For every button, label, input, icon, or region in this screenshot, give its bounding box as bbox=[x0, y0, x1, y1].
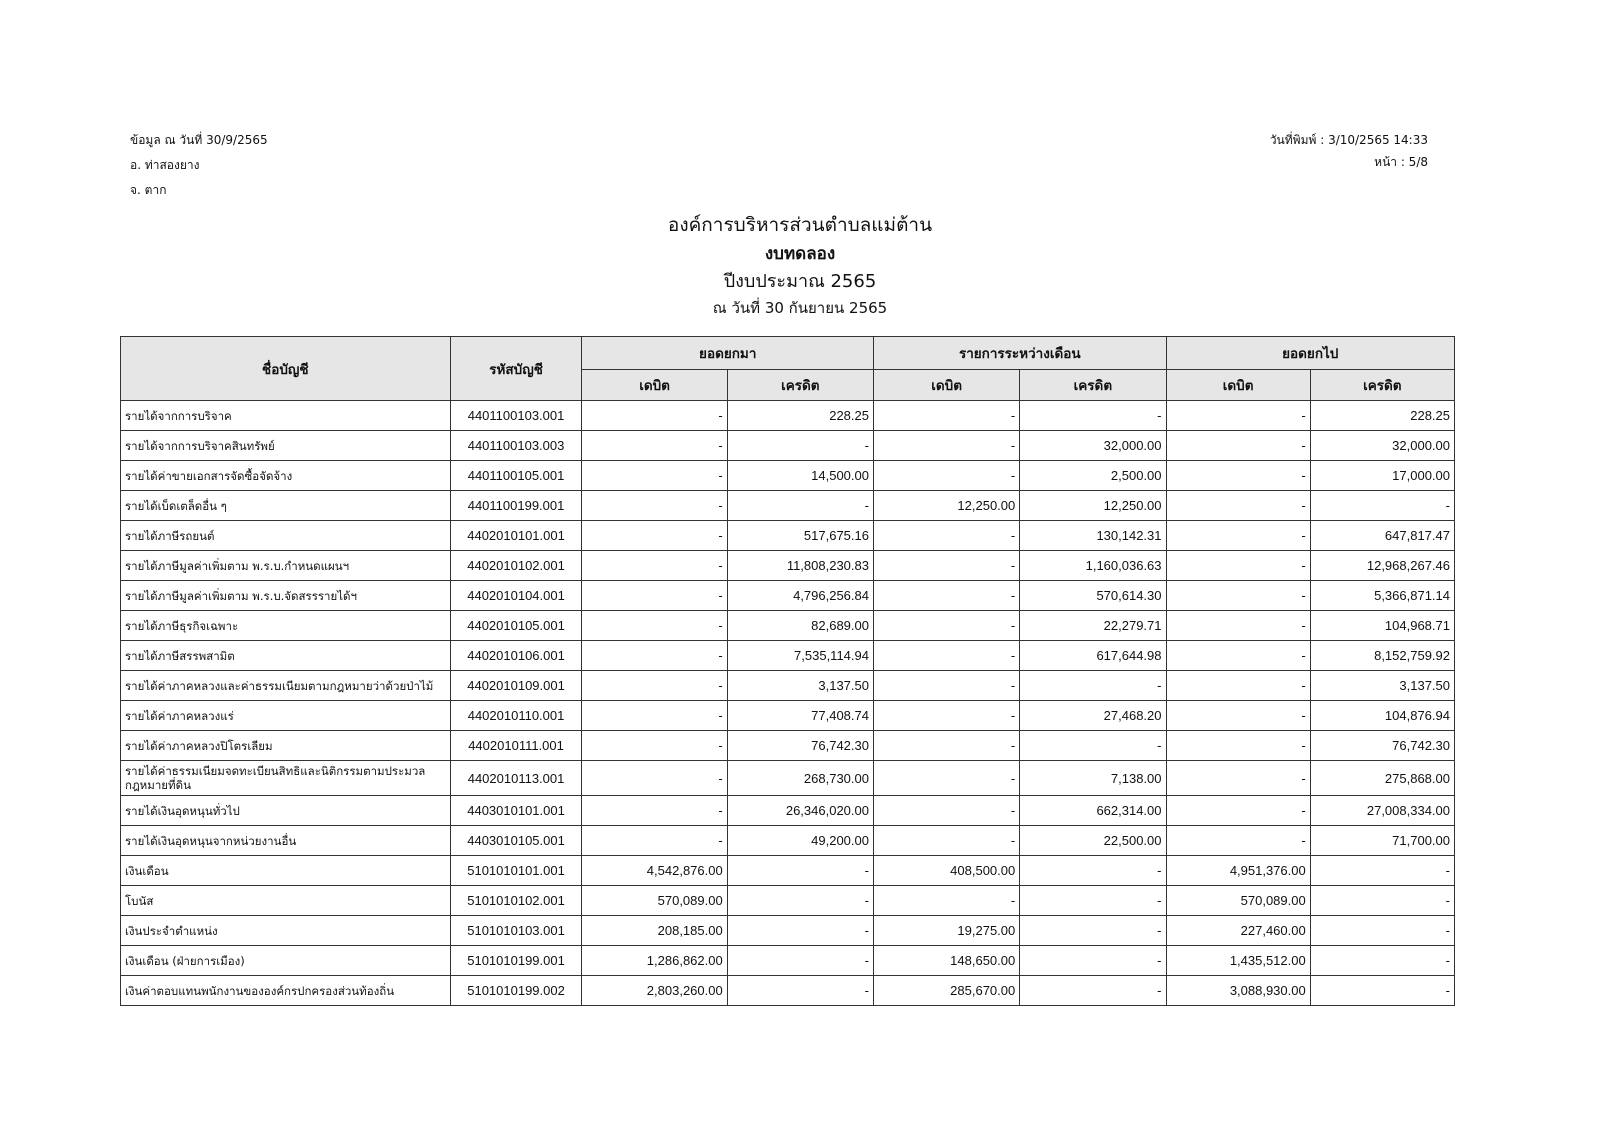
cell-account-code: 4401100103.003 bbox=[450, 431, 582, 461]
header-during-month: รายการระหว่างเดือน bbox=[873, 337, 1166, 370]
cell-closing-credit: 5,366,871.14 bbox=[1310, 581, 1454, 611]
cell-month-debit: - bbox=[873, 701, 1019, 731]
cell-closing-debit: - bbox=[1166, 521, 1310, 551]
cell-opening-debit: - bbox=[582, 581, 727, 611]
cell-account-code: 4401100105.001 bbox=[450, 461, 582, 491]
cell-opening-credit: - bbox=[727, 491, 873, 521]
cell-closing-credit: 12,968,267.46 bbox=[1310, 551, 1454, 581]
cell-closing-debit: - bbox=[1166, 796, 1310, 826]
cell-account-code: 5101010103.001 bbox=[450, 916, 582, 946]
cell-month-debit: 148,650.00 bbox=[873, 946, 1019, 976]
cell-closing-credit: 228.25 bbox=[1310, 401, 1454, 431]
cell-account-code: 4401100199.001 bbox=[450, 491, 582, 521]
cell-month-debit: - bbox=[873, 731, 1019, 761]
cell-opening-debit: - bbox=[582, 611, 727, 641]
cell-closing-debit: - bbox=[1166, 641, 1310, 671]
cell-account-code: 4401100103.001 bbox=[450, 401, 582, 431]
cell-month-credit: - bbox=[1020, 856, 1166, 886]
cell-closing-credit: 71,700.00 bbox=[1310, 826, 1454, 856]
cell-account-name: เงินค่าตอบแทนพนักงานขององค์กรปกครองส่วนท้องถิ่น bbox=[121, 976, 451, 1006]
cell-opening-debit: - bbox=[582, 796, 727, 826]
cell-account-name: รายได้ค่าธรรมเนียมจดทะเบียนสิทธิและนิติกรรมตามประมวลกฎหมายที่ดิน bbox=[121, 761, 451, 796]
cell-month-debit: - bbox=[873, 551, 1019, 581]
cell-account-name: เงินประจำตำแหน่ง bbox=[121, 916, 451, 946]
table-row bbox=[121, 976, 1455, 1006]
cell-opening-debit: 4,542,876.00 bbox=[582, 856, 727, 886]
cell-account-code: 4402010111.001 bbox=[450, 731, 582, 761]
cell-account-code: 4402010106.001 bbox=[450, 641, 582, 671]
cell-month-credit: 130,142.31 bbox=[1020, 521, 1166, 551]
print-date: วันที่พิมพ์ : 3/10/2565 14:33 bbox=[1269, 133, 1428, 147]
cell-closing-credit: - bbox=[1310, 856, 1454, 886]
cell-account-code: 4402010110.001 bbox=[450, 701, 582, 731]
header-closing: ยอดยกไป bbox=[1166, 337, 1454, 370]
cell-account-code: 5101010199.002 bbox=[450, 976, 582, 1006]
cell-closing-debit: - bbox=[1166, 401, 1310, 431]
header-account-code: รหัสบัญชี bbox=[450, 337, 582, 401]
cell-month-debit: - bbox=[873, 826, 1019, 856]
cell-closing-credit: 647,817.47 bbox=[1310, 521, 1454, 551]
table-row bbox=[121, 761, 1455, 796]
cell-closing-debit: - bbox=[1166, 551, 1310, 581]
cell-account-code: 4402010104.001 bbox=[450, 581, 582, 611]
header-closing-debit: เดบิต bbox=[1166, 370, 1310, 401]
cell-month-credit: 22,500.00 bbox=[1020, 826, 1166, 856]
cell-month-credit: 2,500.00 bbox=[1020, 461, 1166, 491]
cell-opening-credit: 82,689.00 bbox=[727, 611, 873, 641]
cell-closing-debit: 3,088,930.00 bbox=[1166, 976, 1310, 1006]
cell-closing-debit: - bbox=[1166, 431, 1310, 461]
cell-opening-credit: 26,346,020.00 bbox=[727, 796, 873, 826]
cell-closing-credit: 104,876.94 bbox=[1310, 701, 1454, 731]
cell-opening-debit: 2,803,260.00 bbox=[582, 976, 727, 1006]
cell-month-debit: - bbox=[873, 761, 1019, 796]
cell-month-debit: - bbox=[873, 581, 1019, 611]
cell-closing-debit: 570,089.00 bbox=[1166, 886, 1310, 916]
table-row bbox=[121, 431, 1455, 461]
cell-closing-debit: - bbox=[1166, 491, 1310, 521]
cell-account-name: รายได้จากการบริจาคสินทรัพย์ bbox=[121, 431, 451, 461]
cell-account-name: รายได้เบ็ดเตล็ดอื่น ๆ bbox=[121, 491, 451, 521]
cell-month-debit: - bbox=[873, 401, 1019, 431]
cell-account-code: 4402010101.001 bbox=[450, 521, 582, 551]
data-date: ข้อมูล ณ วันที่ 30/9/2565 bbox=[130, 133, 268, 147]
table-row bbox=[121, 551, 1455, 581]
table-row bbox=[121, 521, 1455, 551]
table-row bbox=[121, 946, 1455, 976]
cell-account-name: โบนัส bbox=[121, 886, 451, 916]
table-row bbox=[121, 461, 1455, 491]
cell-opening-debit: - bbox=[582, 671, 727, 701]
cell-month-credit: 1,160,036.63 bbox=[1020, 551, 1166, 581]
header-opening-credit: เครดิต bbox=[727, 370, 873, 401]
cell-account-name: รายได้จากการบริจาค bbox=[121, 401, 451, 431]
cell-account-name: รายได้ภาษีมูลค่าเพิ่มตาม พ.ร.บ.กำหนดแผนฯ bbox=[121, 551, 451, 581]
cell-opening-credit: - bbox=[727, 431, 873, 461]
cell-opening-debit: - bbox=[582, 401, 727, 431]
cell-account-name: รายได้ภาษีมูลค่าเพิ่มตาม พ.ร.บ.จัดสรรรายได้ฯ bbox=[121, 581, 451, 611]
cell-account-code: 4402010113.001 bbox=[450, 761, 582, 796]
table-row bbox=[121, 611, 1455, 641]
cell-month-debit: 19,275.00 bbox=[873, 916, 1019, 946]
cell-opening-debit: - bbox=[582, 521, 727, 551]
cell-month-debit: 408,500.00 bbox=[873, 856, 1019, 886]
cell-closing-debit: - bbox=[1166, 461, 1310, 491]
cell-closing-debit: - bbox=[1166, 581, 1310, 611]
table-row bbox=[121, 731, 1455, 761]
cell-month-debit: - bbox=[873, 671, 1019, 701]
cell-opening-debit: 570,089.00 bbox=[582, 886, 727, 916]
cell-opening-credit: 4,796,256.84 bbox=[727, 581, 873, 611]
as-of-date: ณ วันที่ 30 กันยายน 2565 bbox=[712, 299, 888, 317]
cell-month-credit: 12,250.00 bbox=[1020, 491, 1166, 521]
header-opening-debit: เดบิต bbox=[582, 370, 727, 401]
cell-closing-debit: 4,951,376.00 bbox=[1166, 856, 1310, 886]
cell-opening-debit: - bbox=[582, 491, 727, 521]
cell-month-credit: - bbox=[1020, 946, 1166, 976]
cell-opening-credit: - bbox=[727, 916, 873, 946]
cell-account-code: 4402010105.001 bbox=[450, 611, 582, 641]
cell-account-code: 4402010102.001 bbox=[450, 551, 582, 581]
cell-account-name: รายได้ภาษีสรรพสามิต bbox=[121, 641, 451, 671]
fiscal-year: ปีงบประมาณ 2565 bbox=[723, 271, 877, 292]
org-name: องค์การบริหารส่วนตำบลแม่ต้าน bbox=[667, 214, 933, 236]
cell-account-code: 4403010105.001 bbox=[450, 826, 582, 856]
table-row bbox=[121, 886, 1455, 916]
header-month-debit: เดบิต bbox=[873, 370, 1019, 401]
header-closing-credit: เครดิต bbox=[1310, 370, 1454, 401]
table-row bbox=[121, 581, 1455, 611]
table-row bbox=[121, 671, 1455, 701]
cell-account-name: รายได้เงินอุดหนุนจากหน่วยงานอื่น bbox=[121, 826, 451, 856]
cell-closing-credit: 275,868.00 bbox=[1310, 761, 1454, 796]
cell-opening-credit: 268,730.00 bbox=[727, 761, 873, 796]
table-row bbox=[121, 796, 1455, 826]
table-row bbox=[121, 826, 1455, 856]
trial-balance-table bbox=[120, 336, 1455, 1006]
cell-closing-credit: - bbox=[1310, 886, 1454, 916]
cell-month-credit: - bbox=[1020, 976, 1166, 1006]
cell-account-name: รายได้ค่าภาคหลวงและค่าธรรมเนียมตามกฎหมายว่าด้วยป่าไม้ bbox=[121, 671, 451, 701]
report-meta-left bbox=[130, 132, 268, 207]
district: อ. ท่าสองยาง bbox=[130, 158, 200, 172]
cell-month-debit: 285,670.00 bbox=[873, 976, 1019, 1006]
cell-opening-debit: - bbox=[582, 551, 727, 581]
cell-account-name: รายได้เงินอุดหนุนทั่วไป bbox=[121, 796, 451, 826]
cell-closing-credit: - bbox=[1310, 976, 1454, 1006]
cell-closing-credit: 76,742.30 bbox=[1310, 731, 1454, 761]
header-opening: ยอดยกมา bbox=[582, 337, 874, 370]
cell-month-credit: - bbox=[1020, 731, 1166, 761]
cell-opening-credit: - bbox=[727, 946, 873, 976]
cell-account-name: รายได้ภาษีรถยนต์ bbox=[121, 521, 451, 551]
cell-month-debit: - bbox=[873, 641, 1019, 671]
cell-opening-credit: 77,408.74 bbox=[727, 701, 873, 731]
table-row bbox=[121, 856, 1455, 886]
cell-month-credit: - bbox=[1020, 671, 1166, 701]
cell-closing-credit: - bbox=[1310, 946, 1454, 976]
cell-opening-debit: - bbox=[582, 761, 727, 796]
cell-account-code: 5101010101.001 bbox=[450, 856, 582, 886]
cell-account-code: 5101010102.001 bbox=[450, 886, 582, 916]
cell-closing-credit: - bbox=[1310, 491, 1454, 521]
cell-opening-credit: 11,808,230.83 bbox=[727, 551, 873, 581]
cell-opening-credit: 228.25 bbox=[727, 401, 873, 431]
cell-month-debit: 12,250.00 bbox=[873, 491, 1019, 521]
cell-opening-debit: 1,286,862.00 bbox=[582, 946, 727, 976]
header-month-credit: เครดิต bbox=[1020, 370, 1166, 401]
cell-opening-credit: 517,675.16 bbox=[727, 521, 873, 551]
cell-opening-credit: 49,200.00 bbox=[727, 826, 873, 856]
cell-month-credit: 662,314.00 bbox=[1020, 796, 1166, 826]
cell-month-credit: 27,468.20 bbox=[1020, 701, 1166, 731]
table-row bbox=[121, 401, 1455, 431]
cell-account-name: รายได้ภาษีธุรกิจเฉพาะ bbox=[121, 611, 451, 641]
cell-account-name: เงินเดือน bbox=[121, 856, 451, 886]
cell-closing-debit: 1,435,512.00 bbox=[1166, 946, 1310, 976]
cell-opening-credit: 14,500.00 bbox=[727, 461, 873, 491]
cell-month-debit: - bbox=[873, 521, 1019, 551]
cell-opening-debit: - bbox=[582, 731, 727, 761]
province: จ. ตาก bbox=[130, 183, 167, 197]
cell-opening-credit: 7,535,114.94 bbox=[727, 641, 873, 671]
cell-month-debit: - bbox=[873, 461, 1019, 491]
page-number: หน้า : 5/8 bbox=[1374, 155, 1428, 169]
cell-month-credit: 32,000.00 bbox=[1020, 431, 1166, 461]
cell-account-code: 4403010101.001 bbox=[450, 796, 582, 826]
cell-month-debit: - bbox=[873, 431, 1019, 461]
table-body bbox=[121, 401, 1455, 1006]
cell-closing-credit: - bbox=[1310, 916, 1454, 946]
cell-closing-debit: - bbox=[1166, 826, 1310, 856]
cell-opening-debit: - bbox=[582, 641, 727, 671]
cell-month-credit: 570,614.30 bbox=[1020, 581, 1166, 611]
cell-closing-credit: 27,008,334.00 bbox=[1310, 796, 1454, 826]
cell-month-credit: 7,138.00 bbox=[1020, 761, 1166, 796]
cell-opening-credit: - bbox=[727, 976, 873, 1006]
cell-closing-credit: 8,152,759.92 bbox=[1310, 641, 1454, 671]
cell-month-credit: 617,644.98 bbox=[1020, 641, 1166, 671]
cell-opening-debit: - bbox=[582, 461, 727, 491]
cell-month-debit: - bbox=[873, 886, 1019, 916]
cell-closing-debit: 227,460.00 bbox=[1166, 916, 1310, 946]
cell-account-code: 4402010109.001 bbox=[450, 671, 582, 701]
cell-month-debit: - bbox=[873, 796, 1019, 826]
cell-account-name: เงินเดือน (ฝ่ายการเมือง) bbox=[121, 946, 451, 976]
cell-opening-credit: 76,742.30 bbox=[727, 731, 873, 761]
cell-opening-debit: - bbox=[582, 826, 727, 856]
cell-closing-debit: - bbox=[1166, 761, 1310, 796]
report-name: งบทดลอง bbox=[764, 244, 836, 264]
cell-closing-credit: 32,000.00 bbox=[1310, 431, 1454, 461]
cell-closing-debit: - bbox=[1166, 611, 1310, 641]
report-title-block bbox=[0, 210, 1600, 320]
cell-account-name: รายได้ค่าขายเอกสารจัดซื้อจัดจ้าง bbox=[121, 461, 451, 491]
cell-month-credit: - bbox=[1020, 401, 1166, 431]
header-account-name: ชื่อบัญชี bbox=[121, 337, 451, 401]
report-meta-right bbox=[1270, 132, 1428, 176]
cell-opening-credit: 3,137.50 bbox=[727, 671, 873, 701]
cell-closing-credit: 3,137.50 bbox=[1310, 671, 1454, 701]
cell-closing-credit: 17,000.00 bbox=[1310, 461, 1454, 491]
cell-closing-debit: - bbox=[1166, 671, 1310, 701]
cell-month-credit: - bbox=[1020, 886, 1166, 916]
cell-account-name: รายได้ค่าภาคหลวงปิโตรเลียม bbox=[121, 731, 451, 761]
cell-month-credit: - bbox=[1020, 916, 1166, 946]
cell-opening-debit: 208,185.00 bbox=[582, 916, 727, 946]
table-row bbox=[121, 641, 1455, 671]
cell-month-credit: 22,279.71 bbox=[1020, 611, 1166, 641]
table-row bbox=[121, 701, 1455, 731]
cell-closing-debit: - bbox=[1166, 731, 1310, 761]
cell-opening-debit: - bbox=[582, 431, 727, 461]
table-row bbox=[121, 491, 1455, 521]
cell-opening-credit: - bbox=[727, 856, 873, 886]
cell-account-name: รายได้ค่าภาคหลวงแร่ bbox=[121, 701, 451, 731]
cell-opening-debit: - bbox=[582, 701, 727, 731]
cell-month-debit: - bbox=[873, 611, 1019, 641]
cell-closing-debit: - bbox=[1166, 701, 1310, 731]
cell-closing-credit: 104,968.71 bbox=[1310, 611, 1454, 641]
table-row bbox=[121, 916, 1455, 946]
cell-account-code: 5101010199.001 bbox=[450, 946, 582, 976]
cell-opening-credit: - bbox=[727, 886, 873, 916]
